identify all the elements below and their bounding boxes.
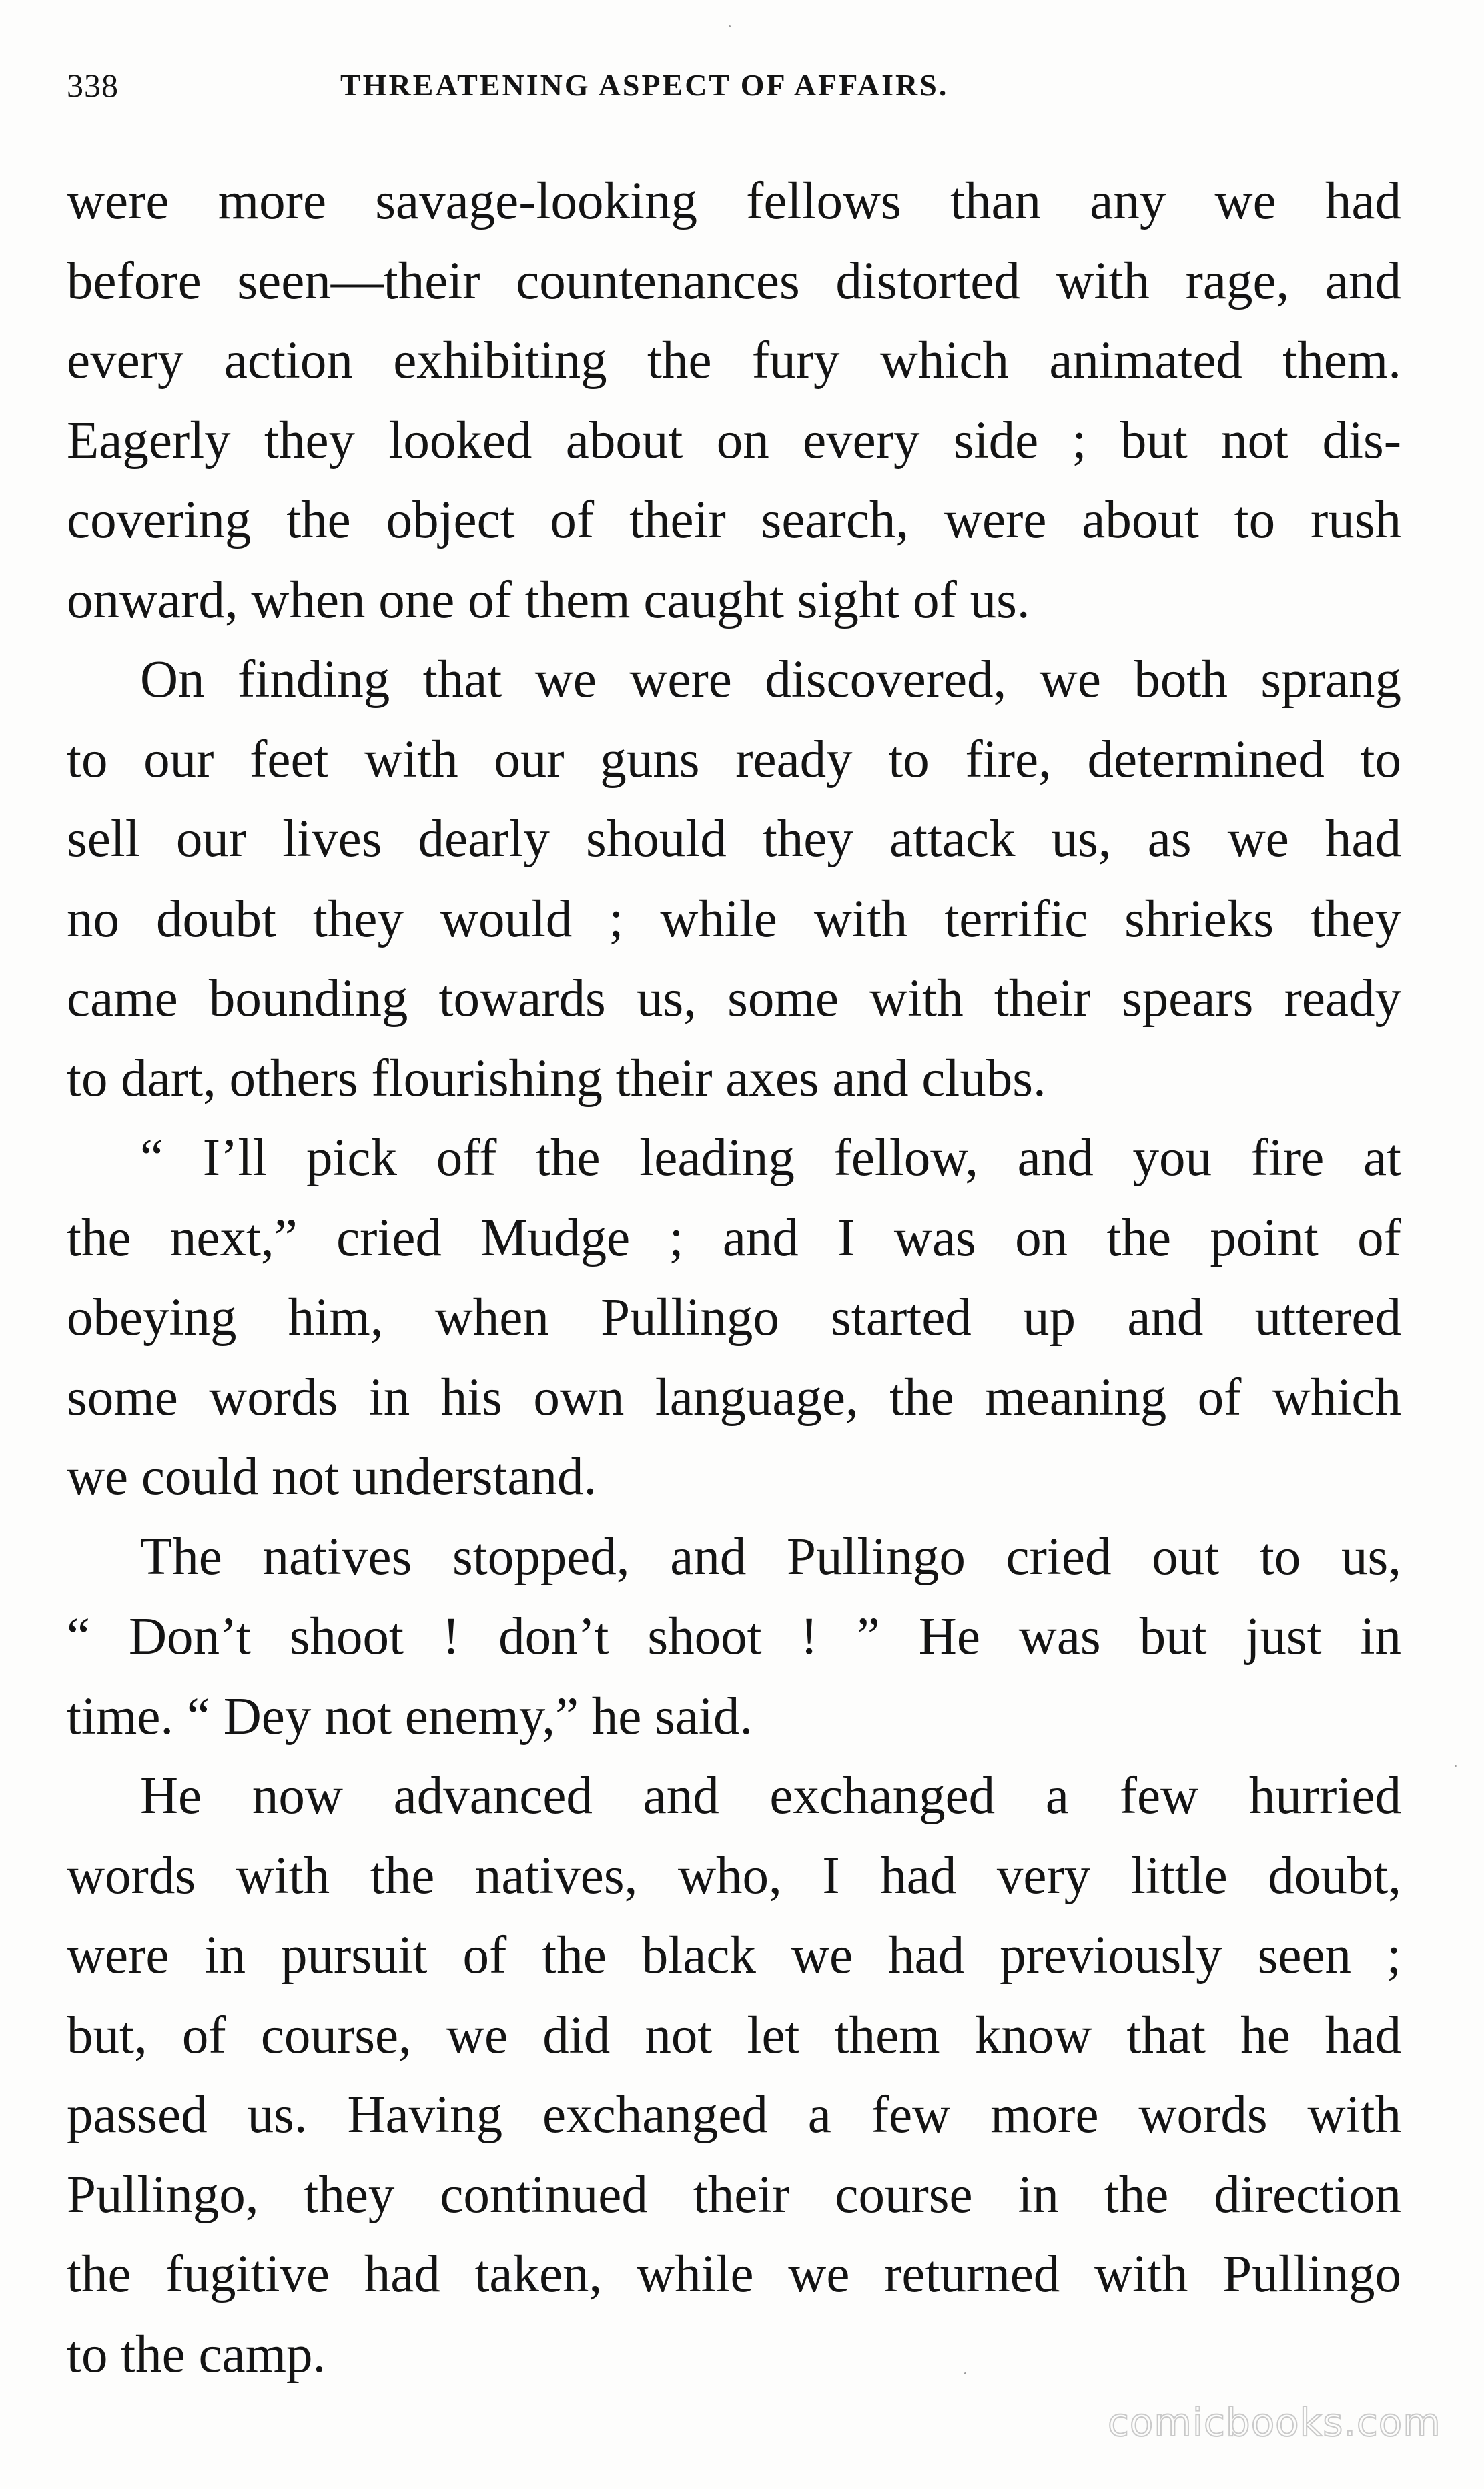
text-line: The natives stopped, and Pullingo cried out to us,	[140, 1527, 1401, 1586]
text-line: some words in his own language, the meaning of which	[67, 1368, 1401, 1427]
text-line: passed us. Having exchanged a few more words with	[67, 2086, 1401, 2144]
text-line: to the camp.	[67, 2325, 326, 2384]
text-line: no doubt they would ; while with terrific shrieks they	[67, 890, 1401, 948]
paragraph-5	[67, 1756, 1401, 2394]
text-line: onward, when one of them caught sight of us.	[67, 571, 1030, 629]
paragraph-4	[67, 1517, 1401, 1757]
text-line: every action exhibiting the fury which animated them.	[67, 332, 1401, 390]
page-number: 338	[67, 67, 119, 104]
text-line: “ I’ll pick off the leading fellow, and you fire at	[140, 1129, 1401, 1187]
stray-mark	[729, 25, 731, 27]
text-line: to our feet with our guns ready to fire, determined to	[67, 730, 1401, 789]
text-line: Eagerly they looked about on every side ; but not dis-	[67, 411, 1401, 470]
text-line: covering the object of their search, were about to rush	[67, 491, 1401, 549]
text-line: but, of course, we did not let them know that he had	[67, 2006, 1401, 2065]
paragraph-3	[67, 1118, 1401, 1517]
text-line: before seen—their countenances distorted with rage, and	[67, 252, 1401, 310]
text-line: sell our lives dearly should they attack us, as we had	[67, 810, 1401, 868]
text-line: the next,” cried Mudge ; and I was on the point of	[67, 1208, 1401, 1267]
paragraph-2	[67, 640, 1401, 1118]
stray-mark	[964, 2372, 966, 2374]
text-line: were in pursuit of the black we had previously seen ;	[67, 1926, 1401, 1985]
text-line: time. “ Dey not enemy,” he said.	[67, 1687, 753, 1746]
paragraph-1	[67, 161, 1401, 640]
watermark-logo: comicbooks.com	[1108, 2400, 1441, 2445]
text-line: words with the natives, who, I had very little doubt,	[67, 1846, 1401, 1905]
text-line: “ Don’t shoot ! don’t shoot ! ” He was but just in	[67, 1608, 1401, 1666]
page-header	[67, 59, 1168, 112]
text-line: Pullingo, they continued their course in the direction	[67, 2165, 1401, 2224]
text-line: were more savage-looking fellows than any we had	[67, 172, 1401, 230]
running-title: THREATENING ASPECT OF AFFAIRS.	[340, 68, 949, 102]
stray-mark	[1455, 1765, 1457, 1767]
text-line: the fugitive had taken, while we returned with Pullingo	[67, 2245, 1401, 2303]
body-text	[67, 161, 1401, 2394]
text-line: He now advanced and exchanged a few hurried	[140, 1767, 1401, 1825]
text-line: obeying him, when Pullingo started up and uttered	[67, 1289, 1401, 1347]
text-line: we could not understand.	[67, 1448, 597, 1506]
text-line: to dart, others flourishing their axes and clubs.	[67, 1049, 1046, 1108]
text-line: On finding that we were discovered, we both sprang	[140, 651, 1401, 709]
text-line: came bounding towards us, some with their spears ready	[67, 970, 1401, 1028]
